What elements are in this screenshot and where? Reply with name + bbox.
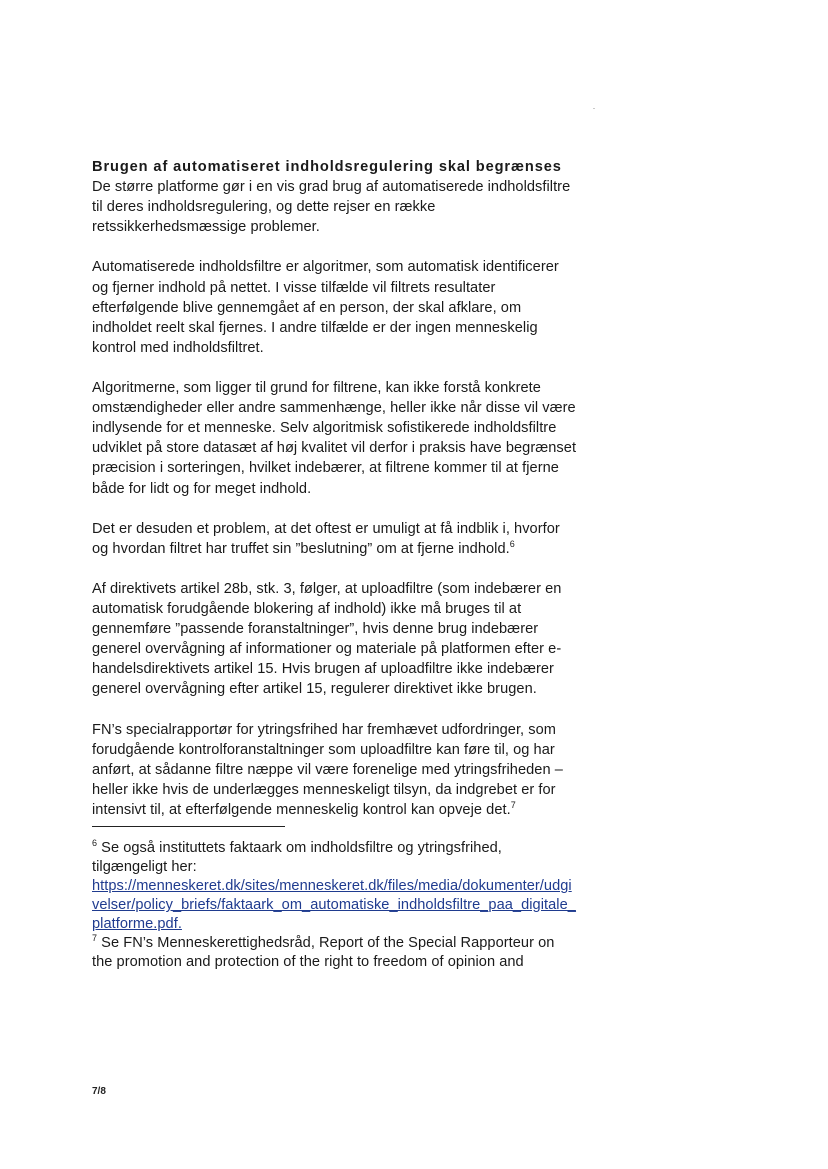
footnote-text: Se FN’s Menneskerettighedsråd, Report of the Special Rapporteur on the promotion and protection of the right to freedom of opinion and [92, 935, 555, 971]
body-paragraph [92, 378, 578, 499]
footnote-reference[interactable]: 7 [510, 800, 516, 811]
footnote-reference[interactable]: 6 [509, 538, 515, 549]
footnote-link[interactable]: https://menneskeret.dk/sites/menneskeret.dk/files/media/dokumenter/udgivelser/policy_briefs/faktaark_om_automatiske_indholdsfiltre_paa_digitale_platforme.pdf. [92, 878, 576, 933]
body-paragraph [92, 257, 578, 357]
body-paragraph [92, 720, 578, 820]
page-number: 7/8 [92, 1086, 106, 1097]
paragraph-text: Af direktivets artikel 28b, stk. 3, følger, at uploadfiltre (som indebærer en automatisk forudgående blokering af indhold) ikke må bruges til at gennemføre ”passende foranstaltninger”, hvis denne brug indebærer generel overvågning af informationer og materiale på platformen efter e-handelsdirektivets artikel 15. Hvis brugen af uploadfiltre ikke indebærer generel overvågning efter artikel 15, regulerer direktivet ikke brugen. [92, 580, 562, 698]
paragraph-text: FN’s specialrapportør for ytringsfrihed har fremhævet udfordringer, som forudgående kontrolforanstaltninger som uploadfiltre kan føre til, og har anført, at sådanne filtre næppe vil være forenelige med ytringsfriheden – heller ikke hvis de underlægges menneskeligt tilsyn, da indgrebet er for intensivt til, at efterfølgende menneskelig kontrol kan opveje det. [92, 721, 563, 818]
footnote-6 [92, 839, 578, 934]
footnote-7 [92, 934, 578, 972]
scan-speck [593, 108, 595, 109]
footnote-number: 7 [92, 933, 98, 944]
body-paragraph [92, 579, 578, 700]
body-paragraph [92, 519, 578, 559]
body-paragraph [92, 177, 578, 237]
paragraph-text: Automatiserede indholdsfiltre er algoritmer, som automatisk identificerer og fjerner indhold på nettet. I visse tilfælde vil filtrets resultater efterfølgende blive gennemgået af en person, der skal afklare, om indholdet reelt skal fjernes. I andre tilfælde er der ingen menneskelig kontrol med indholdsfiltret. [92, 259, 559, 356]
footnote-divider [92, 826, 285, 827]
paragraph-text: De større platforme gør i en vis grad brug af automatiserede indholdsfiltre til deres indholdsregulering, og dette rejser en række retssikkerhedsmæssige problemer. [92, 179, 571, 236]
document-body [92, 157, 578, 972]
footnote-text: Se også instituttets faktaark om indholdsfiltre og ytringsfrihed, tilgængeligt her: [92, 840, 502, 876]
footnote-number: 6 [92, 838, 98, 849]
paragraph-text: Algoritmerne, som ligger til grund for filtrene, kan ikke forstå konkrete omstændigheder eller andre sammenhænge, heller ikke når disse vil være indlysende for et menneske. Selv algoritmisk sofistikerede indholdsfiltre udviklet på store datasæt af høj kvalitet vil derfor i praksis have begrænset præcision i sorteringen, hvilket indebærer, at filtrene kommer til at fjerne både for lidt og for meget indhold. [92, 380, 577, 497]
paragraph-text: Det er desuden et problem, at det oftest er umuligt at få indblik i, hvorfor og hvordan filtret har truffet sin ”beslutning” om at fjerne indhold. [92, 520, 560, 557]
footnotes [92, 839, 578, 972]
section-heading: Brugen af automatiseret indholdsregulering skal begrænses [92, 159, 562, 175]
